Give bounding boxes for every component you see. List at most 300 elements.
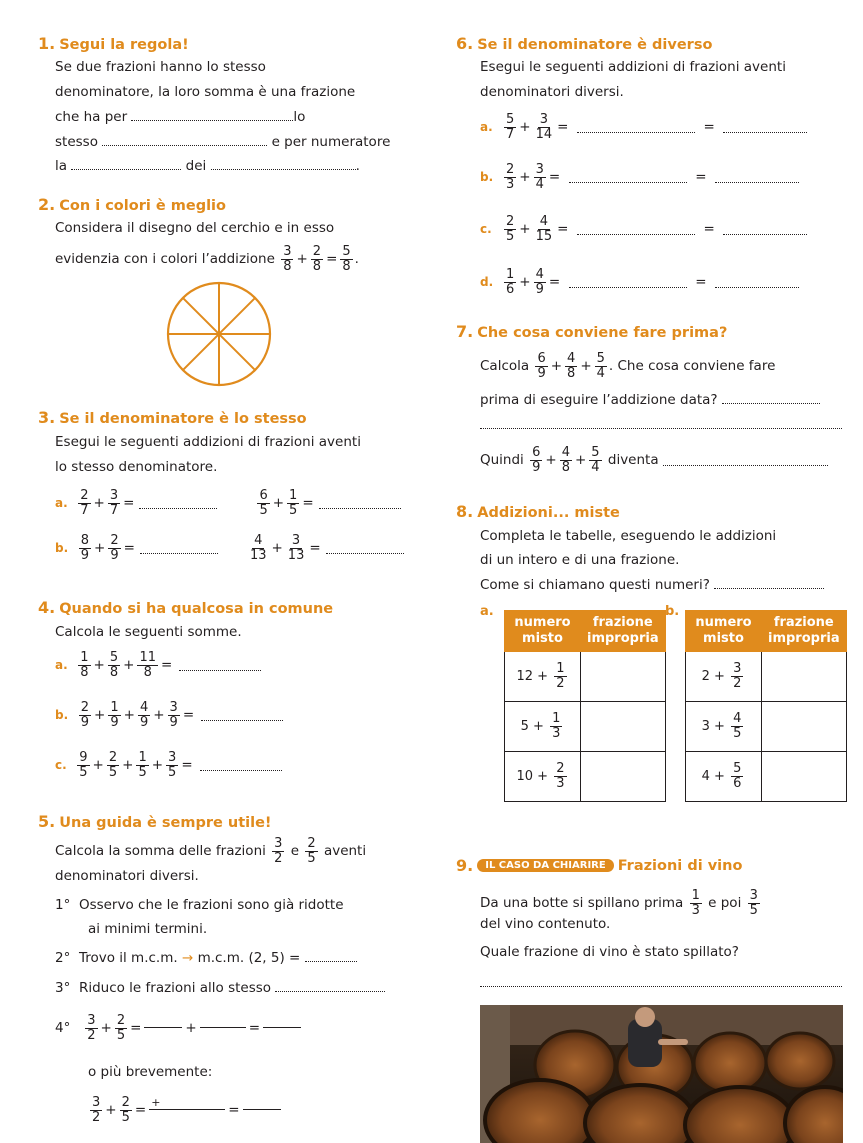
- den: 5: [116, 1027, 126, 1043]
- ex8-line1: Completa le tabelle, eseguendo le addizioni: [480, 528, 777, 544]
- den: 8: [80, 664, 89, 680]
- plus-sign: +: [296, 251, 308, 267]
- ex5-title: Una guida è sempre utile!: [59, 815, 272, 831]
- equals-sign: =: [548, 274, 561, 290]
- ex9-e-poi: e poi: [708, 895, 742, 911]
- blank-den[interactable]: [149, 1110, 225, 1124]
- plus-sign: +: [519, 169, 531, 185]
- num: 3: [92, 1094, 101, 1110]
- equals-sign: =: [182, 707, 195, 723]
- equals-sign: =: [302, 495, 314, 511]
- ex4-number: 4.: [38, 598, 56, 617]
- ex1-line5: la dei .: [55, 158, 360, 174]
- den: 9: [110, 714, 119, 730]
- answer-blank[interactable]: [569, 171, 687, 183]
- ex1-line4-text: stesso: [55, 134, 98, 150]
- den: 5: [121, 1109, 130, 1125]
- step-num: 4°: [55, 1020, 71, 1036]
- fraction: [78, 651, 90, 680]
- answer-cell[interactable]: [581, 702, 666, 752]
- answer-cell[interactable]: [762, 702, 847, 752]
- blank-den[interactable]: [243, 1110, 281, 1124]
- ex1-blank-4[interactable]: [211, 158, 356, 170]
- ex5-line2: denominatori diversi.: [55, 868, 199, 884]
- num: 1: [556, 661, 565, 676]
- ex3-heading: [38, 408, 307, 427]
- blank-num[interactable]: [243, 1096, 281, 1110]
- answer-blank[interactable]: [319, 497, 401, 509]
- den: 5: [506, 228, 515, 244]
- num: 3: [87, 1012, 96, 1028]
- answer-blank[interactable]: [577, 121, 695, 133]
- den: 9: [537, 365, 546, 381]
- ex6-label: d.: [480, 275, 494, 289]
- den: 3: [556, 776, 565, 791]
- ex1-line3-text: che ha per: [55, 109, 128, 125]
- num: 3: [539, 111, 548, 127]
- ex1-blank-1[interactable]: [131, 109, 293, 121]
- fraction: [79, 701, 91, 730]
- fraction: [731, 712, 743, 741]
- den: 2: [274, 850, 283, 866]
- ex8-line3-text: Come si chiamano questi numeri?: [480, 577, 710, 593]
- num: 2: [307, 835, 316, 851]
- num: 2: [80, 487, 89, 503]
- blank-fraction[interactable]: [243, 1096, 281, 1124]
- ex7-number: 7.: [456, 322, 474, 341]
- ex1-line3-end: lo: [293, 109, 306, 125]
- ex2-line2: evidenzia con i colori l’addizione $\frac{3}{8}$ + $\frac{2}{8}$ = $\frac{5}{8}$ .: [55, 243, 359, 274]
- den: 4: [535, 176, 544, 192]
- plus-sign: +: [94, 540, 106, 556]
- den: 2: [87, 1027, 96, 1043]
- ex6-row-b: [480, 160, 799, 194]
- answer-blank[interactable]: [275, 980, 385, 992]
- num: 4: [535, 266, 544, 282]
- fraction: [286, 534, 307, 563]
- ex9-title: Frazioni di vino: [617, 857, 743, 874]
- fraction: [79, 534, 91, 563]
- num: 4: [139, 699, 149, 715]
- ex4-label-c: c.: [55, 758, 67, 772]
- answer-blank[interactable]: [714, 577, 824, 589]
- plus-sign: +: [151, 757, 164, 773]
- fraction: [287, 489, 299, 518]
- ex7-line2: [480, 392, 820, 408]
- answer-blank[interactable]: [663, 454, 828, 466]
- header-text: frazione: [773, 615, 834, 630]
- den: 2: [92, 1109, 101, 1125]
- ex5-step3: [55, 980, 385, 996]
- fraction: [504, 268, 516, 297]
- answer-line[interactable]: [480, 428, 842, 429]
- ex5-step4: [55, 1008, 303, 1048]
- arrow-right-icon: →: [181, 950, 194, 966]
- num: 2: [116, 1012, 126, 1028]
- num: 2: [110, 532, 119, 548]
- ex2-f2-den: 8: [312, 258, 322, 274]
- den: 7: [506, 126, 515, 142]
- equals-sign: =: [695, 274, 707, 290]
- ex5-line1: [55, 834, 366, 868]
- plus-sign: +: [93, 657, 105, 673]
- answer-blank[interactable]: [722, 392, 820, 404]
- fraction: [138, 701, 150, 730]
- fraction: [504, 215, 516, 244]
- plus-sign: +: [185, 1020, 197, 1036]
- plus-sign: +: [93, 495, 105, 511]
- header-text: impropria: [768, 631, 840, 646]
- ex6-label: a.: [480, 120, 493, 134]
- step-text: Osservo che le frazioni sono già ridotte: [78, 897, 344, 913]
- ex1-blank-3[interactable]: [71, 158, 181, 170]
- ex8-heading: [456, 502, 620, 521]
- ex2-f3-num: 5: [342, 243, 351, 259]
- den: 5: [168, 764, 177, 780]
- header-numero-misto: [686, 611, 762, 652]
- ex1-line4-end: e per numeratore: [271, 134, 391, 150]
- blank-den[interactable]: [200, 1028, 246, 1042]
- den: 6: [733, 776, 742, 791]
- num: 2: [121, 1094, 130, 1110]
- num: 2: [506, 213, 515, 229]
- den: 7: [80, 502, 89, 518]
- ex1-line3: [55, 109, 305, 125]
- fraction: [534, 215, 555, 244]
- step-text-2: m.c.m. (2, 5) =: [197, 950, 301, 966]
- ex2-line1: Considera il disegno del cerchio e in esso: [55, 220, 335, 236]
- table-row: [505, 652, 666, 702]
- fraction: [534, 268, 546, 297]
- ex4-label-b: b.: [55, 708, 69, 722]
- den: 4: [591, 459, 600, 475]
- table-row: [686, 702, 847, 752]
- ex2-heading: [38, 195, 226, 214]
- ex6-row-a: [480, 110, 807, 144]
- blank-fraction[interactable]: [149, 1096, 225, 1124]
- mixed-number-cell: [686, 752, 762, 802]
- answer-blank[interactable]: [200, 759, 282, 771]
- ex7-line2-text: prima di eseguire l’addizione data?: [480, 392, 718, 408]
- answer-cell[interactable]: [581, 652, 666, 702]
- ex7-calcola: Calcola: [480, 358, 530, 374]
- blank-num[interactable]: [200, 1014, 246, 1028]
- header-frazione-impropria: [762, 611, 847, 652]
- den: 9: [80, 714, 90, 730]
- ex3-label-a: a.: [55, 496, 68, 510]
- answer-cell[interactable]: [762, 652, 847, 702]
- plus-sign: +: [714, 669, 725, 684]
- num: 1: [289, 487, 298, 503]
- blank-fraction[interactable]: [200, 1014, 246, 1042]
- ex6-label: b.: [480, 170, 494, 184]
- fraction: [115, 1014, 127, 1043]
- table-header-row: [505, 611, 666, 652]
- integer: 5: [520, 719, 529, 734]
- step-num: 2°: [55, 950, 71, 966]
- equals-sign: =: [160, 657, 173, 673]
- equals-sign: =: [326, 251, 338, 267]
- answer-blank[interactable]: [715, 171, 799, 183]
- fraction: [565, 352, 577, 381]
- answer-blank[interactable]: [179, 659, 261, 671]
- den: 2: [556, 676, 565, 691]
- den: 9: [80, 547, 90, 563]
- equals-sign: =: [557, 221, 569, 237]
- plus-sign: +: [537, 669, 549, 684]
- den: 4: [596, 365, 605, 381]
- num: 3: [274, 835, 283, 851]
- plus-sign: +: [574, 452, 587, 468]
- table-header-row: [686, 611, 847, 652]
- answer-blank[interactable]: [326, 542, 404, 554]
- equals-sign: =: [548, 169, 561, 185]
- ex1-blank-2[interactable]: [102, 134, 267, 146]
- ex1-line5-text: la: [55, 158, 68, 174]
- den: 5: [108, 764, 118, 780]
- fraction: [77, 751, 89, 780]
- den: 8: [561, 459, 570, 475]
- fraction: [560, 446, 572, 475]
- den: 3: [506, 176, 515, 192]
- blank-fraction[interactable]: [144, 1014, 182, 1042]
- num: 3: [749, 887, 758, 903]
- ex1-line2: denominatore, la loro somma è una frazione: [55, 84, 356, 100]
- num: 1: [691, 887, 700, 903]
- den: 9: [535, 281, 544, 297]
- ex8-number: 8.: [456, 502, 474, 521]
- num: 2: [556, 761, 565, 776]
- answer-blank[interactable]: [139, 497, 217, 509]
- fraction: [108, 534, 120, 563]
- den: 6: [506, 281, 515, 297]
- answer-blank[interactable]: [305, 950, 357, 962]
- den: 9: [169, 714, 178, 730]
- ex5-step1-cont: ai minimi termini.: [88, 921, 208, 937]
- ex2-f2-num: 2: [312, 243, 322, 259]
- fraction: [107, 751, 119, 780]
- integer: 2: [701, 669, 710, 684]
- mixed-number-cell: [505, 652, 581, 702]
- ex9-heading: [456, 856, 742, 875]
- header-numero-misto: [505, 611, 581, 652]
- table-a-label: a.: [480, 604, 494, 619]
- den: 5: [289, 502, 298, 518]
- plus-sign: +: [94, 707, 106, 723]
- den: 9: [532, 459, 541, 475]
- ex2-fraction-3: [340, 245, 352, 274]
- fraction: [257, 489, 269, 518]
- integer: 12: [516, 669, 534, 684]
- ex6-title: Se il denominatore è diverso: [477, 37, 713, 53]
- plus-sign: +: [714, 769, 725, 784]
- circle-divided-eighths[interactable]: [165, 280, 273, 388]
- ex6-line2: denominatori diversi.: [480, 84, 624, 100]
- ex7-heading: [456, 322, 727, 341]
- num: 3: [733, 661, 742, 676]
- fraction: [690, 889, 702, 918]
- fraction: [108, 489, 120, 518]
- num: 5: [506, 111, 515, 127]
- ex3-number: 3.: [38, 408, 56, 427]
- num: 4: [733, 711, 742, 726]
- answer-blank[interactable]: [201, 709, 283, 721]
- ex9-line1-text: Da una botte si spillano prima: [480, 895, 684, 911]
- num: 1: [80, 649, 89, 665]
- answer-line[interactable]: [480, 986, 842, 987]
- fraction: [136, 751, 148, 780]
- step-text: Riduco le frazioni allo stesso: [78, 980, 272, 996]
- num: 1: [552, 711, 561, 726]
- den: 13: [287, 547, 305, 563]
- wine-cellar-photo: [480, 1005, 843, 1143]
- plus-sign: +: [537, 769, 549, 784]
- num: 11: [139, 649, 156, 665]
- ex4-title: Quando si ha qualcosa in comune: [59, 601, 334, 617]
- fraction: [166, 751, 178, 780]
- plus-sign: +: [153, 707, 165, 723]
- header-text: impropria: [587, 631, 659, 646]
- table-row: [505, 702, 666, 752]
- fraction: [554, 762, 566, 791]
- header-text: numero: [695, 615, 752, 630]
- mixed-number-cell: [686, 702, 762, 752]
- ex2-number: 2.: [38, 195, 56, 214]
- ex8-title: Addizioni... miste: [477, 505, 620, 521]
- integer: 3: [701, 719, 710, 734]
- ex3-line2: lo stesso denominatore.: [55, 459, 218, 475]
- den: 13: [249, 547, 267, 563]
- ex1-title: Segui la regola!: [59, 37, 189, 53]
- den: 3: [691, 902, 700, 918]
- den: 5: [733, 726, 742, 741]
- step-num: 3°: [55, 980, 71, 996]
- fraction: [534, 163, 546, 192]
- ex5-short-form: [88, 1090, 283, 1130]
- ex7-title: Che cosa conviene fare prima?: [477, 325, 728, 341]
- answer-blank[interactable]: [577, 223, 695, 235]
- fraction: [120, 1096, 132, 1125]
- answer-blank[interactable]: [723, 121, 807, 133]
- blank-fraction[interactable]: [263, 1014, 301, 1042]
- fraction: [248, 534, 269, 563]
- den: 5: [138, 764, 147, 780]
- plus-sign: +: [533, 719, 544, 734]
- equals-sign: =: [309, 540, 321, 556]
- num: 2: [108, 749, 118, 765]
- ex6-row-c: [480, 212, 807, 246]
- ex8-line3: [480, 577, 824, 593]
- mixed-number-cell: [505, 752, 581, 802]
- ex7-quindi: Quindi: [480, 452, 524, 468]
- num: 2: [80, 699, 90, 715]
- answer-blank[interactable]: [723, 223, 807, 235]
- mixed-number-cell: [686, 652, 762, 702]
- num: 3: [109, 487, 119, 503]
- equals-sign: =: [703, 221, 715, 237]
- answer-cell[interactable]: [581, 752, 666, 802]
- answer-blank[interactable]: [715, 276, 799, 288]
- integer: 4: [701, 769, 710, 784]
- den: 15: [535, 228, 553, 244]
- ex5-number: 5.: [38, 812, 56, 831]
- fraction: [589, 446, 601, 475]
- fraction: [748, 889, 760, 918]
- fraction: [595, 352, 607, 381]
- plus-sign: +: [100, 1020, 112, 1036]
- step-text: Trovo il m.c.m.: [78, 950, 178, 966]
- blank-den[interactable]: [263, 1028, 301, 1042]
- ex2-f1-den: 8: [283, 258, 292, 274]
- ex2-f1-num: 3: [283, 243, 292, 259]
- plus-sign: +: [105, 1102, 117, 1118]
- answer-blank[interactable]: [569, 276, 687, 288]
- ex9-line2: del vino contenuto.: [480, 916, 611, 932]
- integer: 10: [516, 769, 534, 784]
- ex6-number: 6.: [456, 34, 474, 53]
- den: 8: [109, 664, 119, 680]
- ex3-title: Se il denominatore è lo stesso: [59, 411, 307, 427]
- num: 5: [109, 649, 119, 665]
- num: 8: [80, 532, 90, 548]
- ex7-line1-end: . Che cosa conviene fare: [608, 358, 776, 374]
- num: 3: [291, 532, 301, 548]
- fraction: [78, 489, 90, 518]
- ex4-row-b: [55, 698, 283, 732]
- num: 5: [591, 444, 600, 460]
- num: 5: [733, 761, 742, 776]
- fraction: [85, 1014, 97, 1043]
- ex2-title: Con i colori è meglio: [59, 198, 226, 214]
- num: 4: [561, 444, 570, 460]
- num: 3: [168, 749, 177, 765]
- equals-sign: =: [134, 1102, 147, 1118]
- ex2-line2-text: evidenzia con i colori l’addizione: [55, 251, 275, 267]
- ex7-diventa: diventa: [607, 452, 659, 468]
- equals-sign: =: [130, 1020, 142, 1036]
- den: 8: [567, 365, 576, 381]
- equals-sign: =: [181, 757, 193, 773]
- equals-sign: =: [228, 1102, 240, 1118]
- header-text: frazione: [592, 615, 653, 630]
- answer-cell[interactable]: [762, 752, 847, 802]
- plus-sign: +: [92, 757, 104, 773]
- plus-sign: +: [545, 452, 557, 468]
- blank-num[interactable]: [144, 1014, 182, 1028]
- answer-blank[interactable]: [140, 542, 218, 554]
- fraction: [137, 651, 158, 680]
- plus-sign: +: [550, 358, 563, 374]
- blank-den[interactable]: [144, 1028, 182, 1042]
- blank-num[interactable]: [263, 1014, 301, 1028]
- plus-sign: +: [580, 358, 592, 374]
- ex9-number: 9.: [456, 856, 474, 875]
- step-num: 1°: [55, 897, 71, 913]
- den: 9: [139, 714, 149, 730]
- ex1-line5-mid: dei: [185, 158, 207, 174]
- num: 5: [596, 350, 605, 366]
- den: 5: [79, 764, 88, 780]
- ex4-line1: Calcola le seguenti somme.: [55, 624, 242, 640]
- ex2-f3-den: 8: [342, 258, 351, 274]
- blank-num[interactable]: [149, 1096, 225, 1110]
- fraction: [272, 837, 284, 866]
- plus-sign: +: [123, 657, 135, 673]
- fraction: [108, 701, 120, 730]
- equals-sign: =: [248, 1020, 261, 1036]
- ex1-number: 1.: [38, 34, 56, 53]
- num: 3: [535, 161, 544, 177]
